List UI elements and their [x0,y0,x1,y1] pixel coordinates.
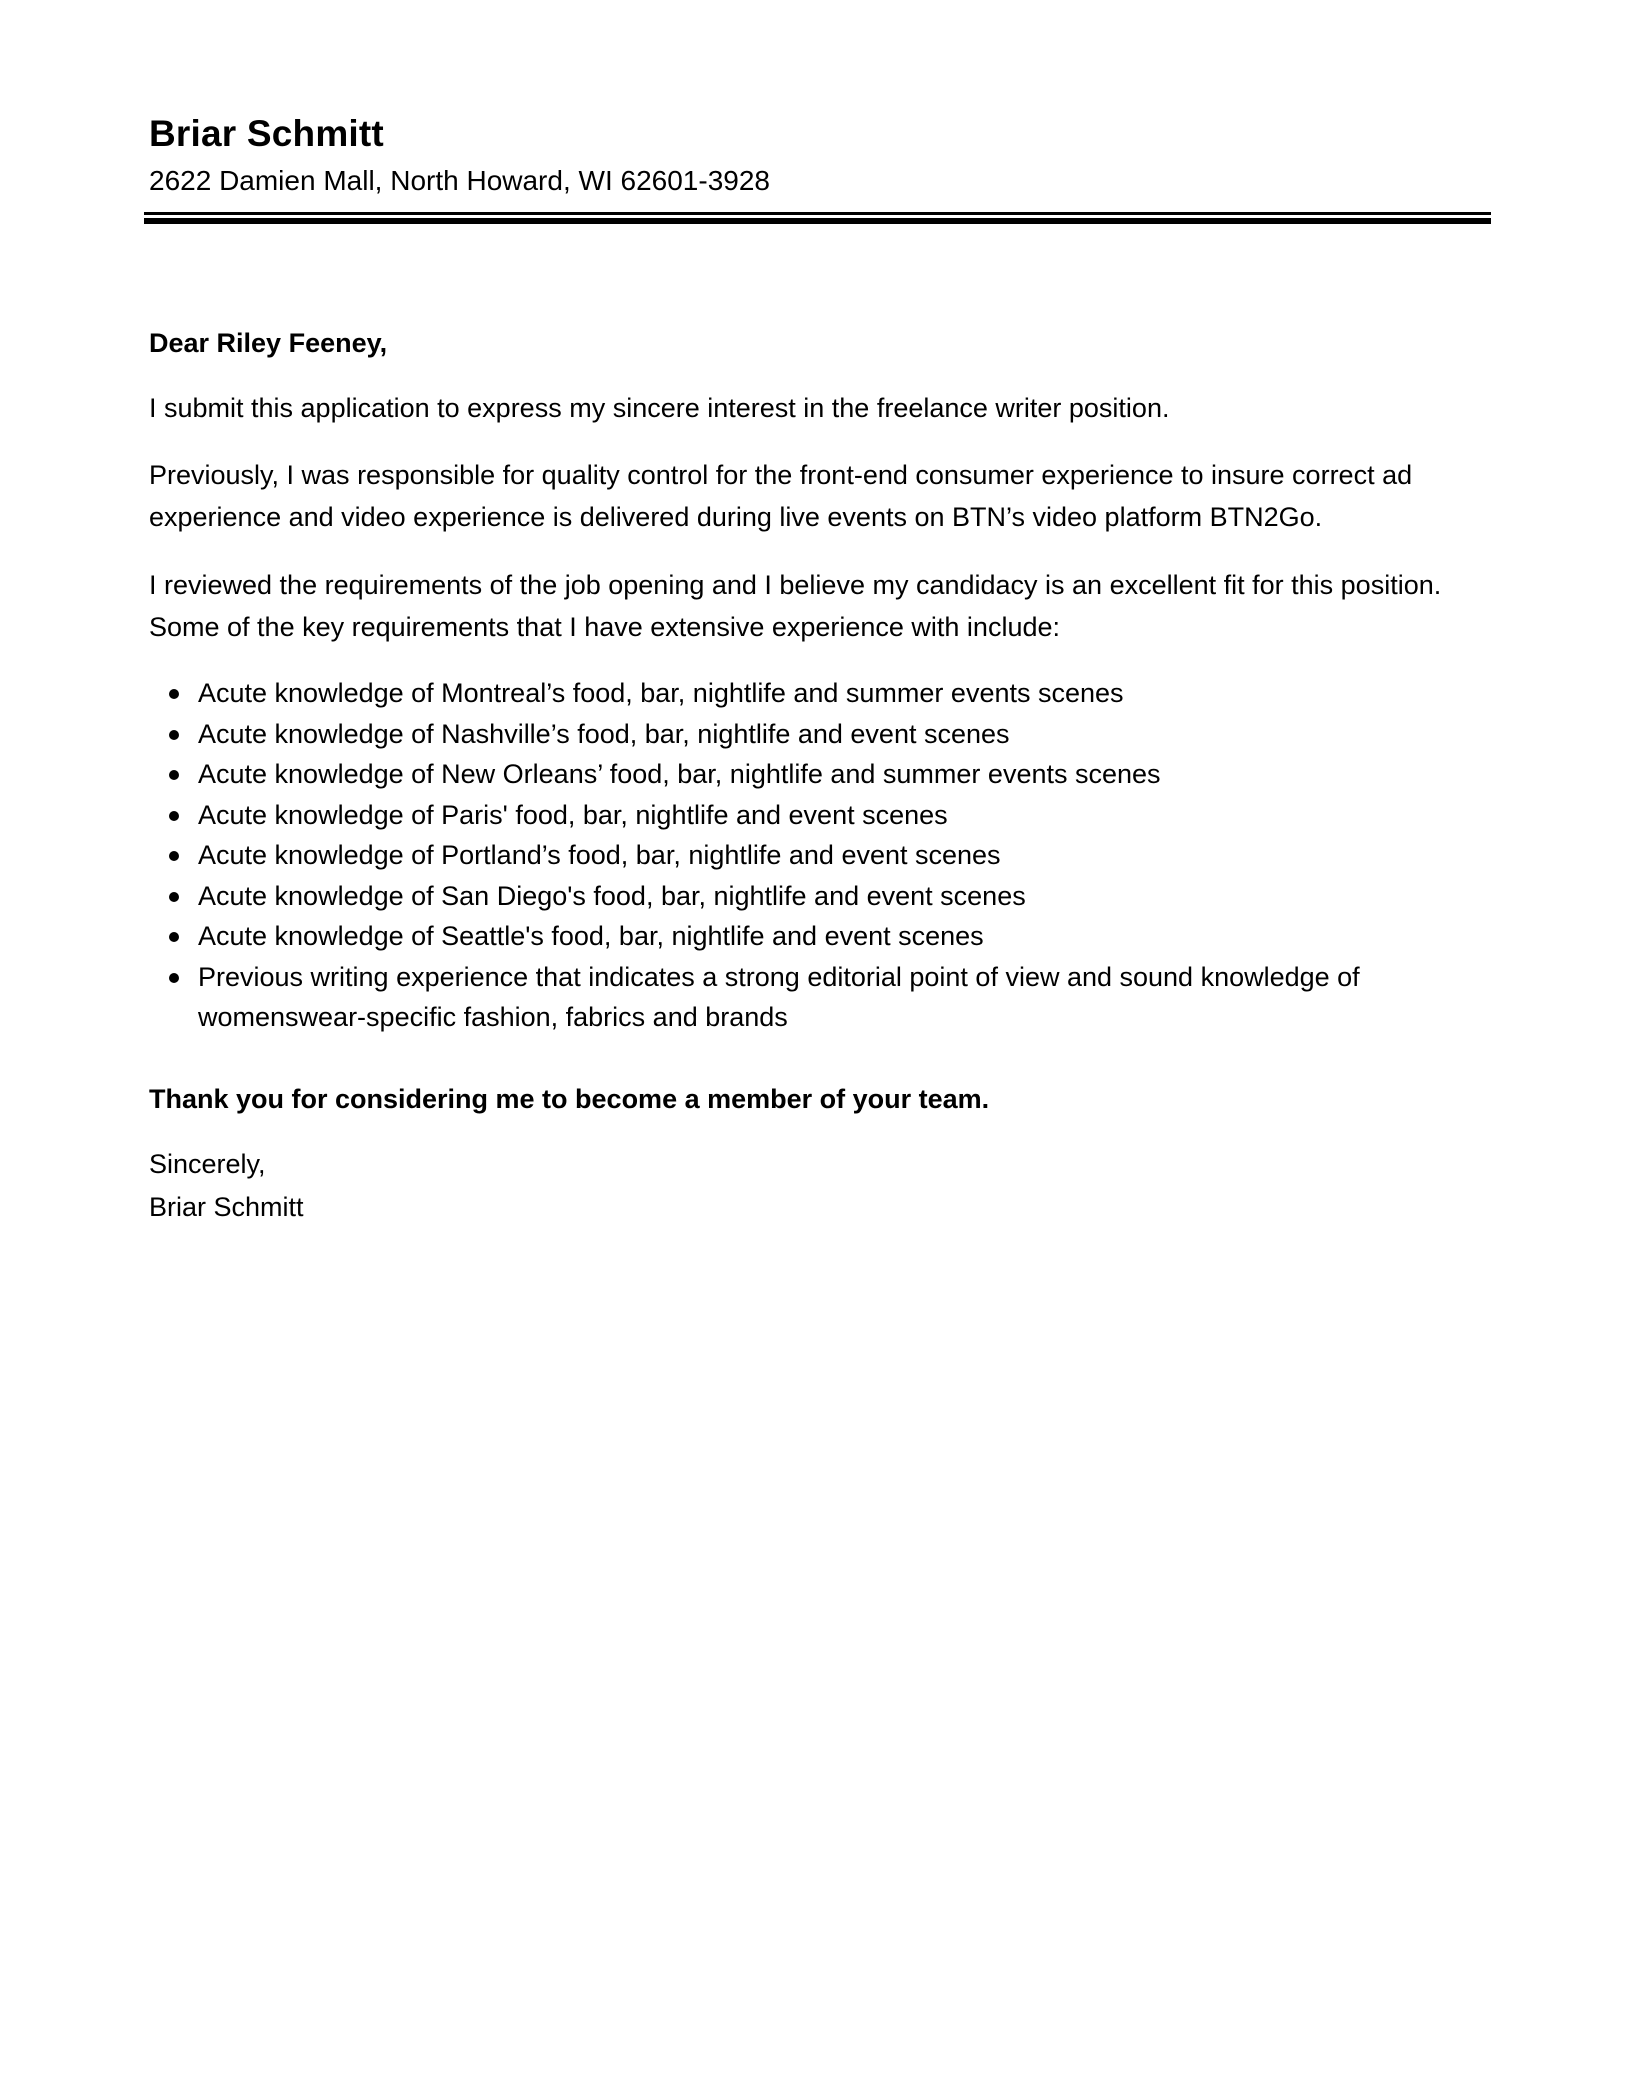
bullet-icon [169,689,179,699]
bullet-icon [169,851,179,861]
bullet-icon [169,892,179,902]
intro-paragraph: I submit this application to express my sincere interest in the freelance writer position. [149,393,1170,423]
list-item [149,754,1479,795]
list-item-text: Acute knowledge of Paris' food, bar, nightlife and event scenes [198,799,948,830]
closing-statement: Thank you for considering me to become a member of your team. [149,1084,990,1114]
list-item-text: Acute knowledge of Nashville’s food, bar, nightlife and event scenes [198,718,1010,749]
experience-paragraph: Previously, I was responsible for quality control for the front-end consumer experience to insure correct ad experience and video experience is delivered during live events on BTN’s video platform BTN2Go. [149,460,1413,532]
list-item-text: Acute knowledge of San Diego's food, bar, nightlife and event scenes [198,880,1026,911]
header-divider-thin [144,212,1491,215]
list-item [149,957,1479,1038]
sender-address: 2622 Damien Mall, North Howard, WI 62601-3928 [149,165,770,196]
list-item-text: Acute knowledge of New Orleans’ food, bar, nightlife and summer events scenes [198,759,1161,789]
header-divider-thick [144,218,1491,224]
bullet-icon [169,932,179,942]
requirements-list [149,673,1479,1038]
sender-name: Briar Schmitt [149,113,384,154]
salutation: Dear Riley Feeney, [149,328,388,358]
list-item [149,876,1479,917]
list-item [149,835,1479,876]
bullet-icon [169,811,179,821]
list-item [149,916,1479,957]
list-item [149,714,1479,755]
bullet-icon [169,730,179,740]
list-item-text: Acute knowledge of Portland’s food, bar, nightlife and event scenes [198,840,1001,870]
list-item [149,795,1479,836]
list-item-text: Acute knowledge of Seattle's food, bar, nightlife and event scenes [198,921,984,951]
list-item [149,673,1479,714]
signature-name: Briar Schmitt [149,1192,304,1222]
bullet-icon [169,770,179,780]
list-item-text: Previous writing experience that indicates a strong editorial point of view and sound knowledge of womenswear-specific fashion, fabrics and brands [198,961,1360,1032]
signoff: Sincerely, [149,1149,266,1179]
requirements-paragraph: I reviewed the requirements of the job opening and I believe my candidacy is an excellent fit for this position. Some of the key requirements that I have extensive experience with include: [149,570,1442,642]
list-item-text: Acute knowledge of Montreal’s food, bar, nightlife and summer events scenes [198,678,1124,708]
bullet-icon [169,973,179,983]
